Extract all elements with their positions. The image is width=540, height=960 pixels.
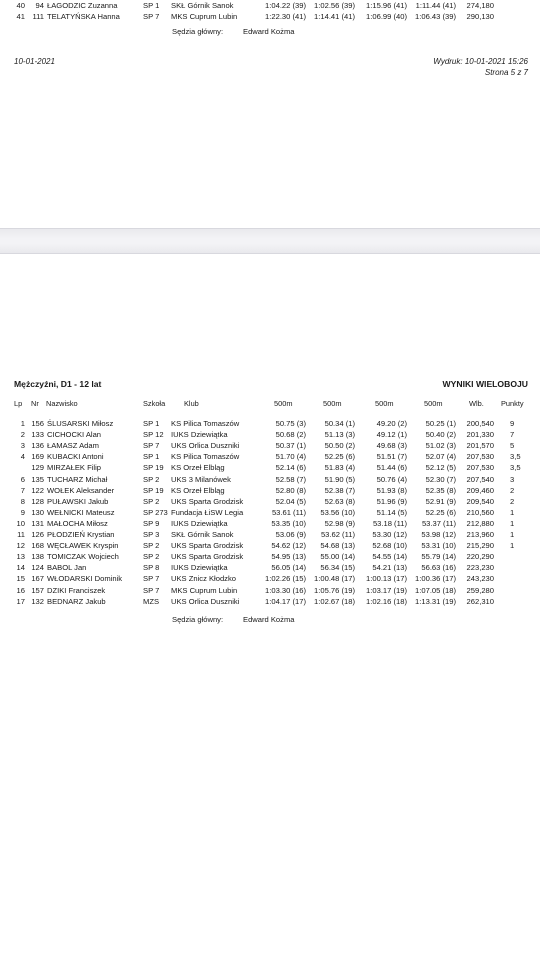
header-wlb: Wlb. [469,399,484,408]
cell-r1: 52.58 (7) [275,474,306,484]
cell-r1: 1:22.30 (41) [265,11,306,21]
cell-name: PŁODZIEŃ Krystian [47,530,115,539]
cell-club: MKS Cuprum Lubin [171,585,238,595]
cell-r3: 51.96 (9) [376,496,407,506]
cell-r4: 52.35 (8) [425,485,456,495]
cell-punkty: 5 [510,441,515,451]
cell-nr: 133 [31,430,44,440]
cell-r1: 1:04.17 (17) [265,596,306,606]
cell-lp: 11 [17,530,25,539]
cell-r1: 53.35 (10) [271,518,306,528]
cell-name: TUCHARZ Michał [47,474,108,484]
cell-nr: 132 [31,596,44,606]
judge-name: Edward Kożma [243,615,295,624]
cell-pts: 262,310 [466,596,494,606]
cell-lp: 9 [20,507,25,517]
cell-nr: 138 [31,552,44,562]
cell-r2: 51.13 (3) [324,430,355,440]
cell-club: KS Pilica Tomaszów [171,452,240,462]
cell-pts: 201,330 [466,430,494,440]
cell-r2: 53.56 (10) [320,507,355,517]
cell-r4: 56.63 (16) [421,563,456,573]
cell-lp: 4 [20,452,25,462]
cell-club: KS Pilica Tomaszów [171,419,240,428]
cell-nr: 167 [31,574,44,584]
cell-r2: 1:02.56 (39) [314,1,355,10]
cell-r2: 53.62 (11) [320,530,355,539]
cell-nr: 111 [32,11,44,21]
cell-r3: 53.18 (11) [372,518,407,528]
cell-lp: 8 [20,496,25,506]
cell-lp: 12 [16,541,25,551]
cell-school: SP 2 [143,552,160,562]
cell-lp: 15 [16,574,25,584]
cell-club: UKS Sparta Grodzisk [171,541,244,551]
cell-lp: 17 [16,596,25,606]
cell-r1: 1:04.22 (39) [265,1,306,10]
page-number: Strona 5 z 7 [484,68,528,77]
cell-r3: 1:02.16 (18) [366,596,407,606]
cell-school: MZS [143,596,160,606]
cell-pts: 243,230 [466,574,494,584]
header-500m-4: 500m [424,399,443,408]
cell-school: SP 2 [143,496,160,506]
judge-label-top: Sędzia główny: [172,27,224,36]
cell-r4: 52.91 (9) [425,496,456,506]
cell-name: KUBACKI Antoni [47,452,104,462]
header-club: Klub [184,399,199,408]
cell-r2: 56.34 (15) [320,563,355,573]
cell-nr: 136 [31,441,44,451]
cell-r2: 1:02.67 (18) [314,596,355,606]
cell-r4: 53.31 (10) [421,541,456,551]
cell-lp: 14 [16,563,25,573]
cell-club: MKS Cuprum Lubin [171,11,238,21]
cell-lp: 3 [20,441,25,451]
cell-r3: 51.51 (7) [376,452,407,462]
table-row [0,585,540,596]
cell-r1: 51.70 (4) [275,452,306,462]
cell-name: ŁAMASZ Adam [47,441,99,451]
cell-r4: 52.12 (5) [425,463,456,473]
cell-school: SP 1 [143,452,160,462]
cell-r1: 52.80 (8) [275,485,306,495]
cell-r3: 1:06.99 (40) [366,11,407,21]
cell-r2: 52.63 (8) [324,496,355,506]
cell-r4: 1:07.05 (18) [415,585,456,595]
cell-nr: 156 [31,419,44,428]
results-title: WYNIKI WIELOBOJU [442,379,528,389]
table-row [0,11,540,22]
cell-r1: 54.62 (12) [271,541,306,551]
cell-r2: 50.34 (1) [324,419,355,428]
cell-school: SP 8 [143,563,160,573]
cell-school: SP 7 [143,574,160,584]
cell-school: SP 1 [143,419,160,428]
cell-pts: 215,290 [466,541,494,551]
cell-lp: 40 [16,1,25,10]
cell-r1: 50.68 (2) [275,430,306,440]
cell-r2: 51.83 (4) [324,463,355,473]
cell-name: WŁODARSKI Dominik [47,574,123,584]
cell-club: UKS Orlica Duszniki [171,596,240,606]
cell-club: SKŁ Górnik Sanok [171,1,234,10]
cell-r3: 51.44 (6) [376,463,407,473]
cell-r4: 53.37 (11) [421,518,456,528]
cell-r1: 50.37 (1) [275,441,306,451]
header-punkty: Punkty [501,399,524,408]
page-separator [0,228,540,254]
header-500m-3: 500m [375,399,394,408]
cell-r4: 52.25 (6) [425,507,456,517]
cell-r2: 1:05.76 (19) [314,585,355,595]
cell-pts: 213,960 [466,530,494,539]
table-row [0,596,540,607]
cell-school: SP 7 [143,11,160,21]
cell-lp: 7 [20,485,25,495]
table-row [0,474,540,485]
table-row [0,451,540,462]
cell-club: IUKS Dziewiątka [171,430,228,440]
cell-r2: 52.38 (7) [324,485,355,495]
cell-r3: 1:15.96 (41) [366,1,407,10]
judge-name-top: Edward Kożma [243,27,295,36]
cell-r3: 50.76 (4) [376,474,407,484]
cell-r2: 50.50 (2) [324,441,355,451]
table-row [0,540,540,551]
cell-r4: 52.07 (4) [425,452,456,462]
header-500m-2: 500m [323,399,342,408]
table-row [0,573,540,584]
cell-r3: 49.12 (1) [376,430,407,440]
cell-school: SP 9 [143,518,160,528]
cell-r1: 50.75 (3) [275,419,306,428]
cell-r3: 1:00.13 (17) [366,574,407,584]
cell-r1: 53.61 (11) [271,507,306,517]
table-row [0,485,540,496]
cell-nr: 130 [31,507,44,517]
header-name: Nazwisko [46,399,78,408]
table-row [0,0,540,11]
cell-club: KS Orzeł Elbląg [171,485,225,495]
cell-school: SP 1 [143,1,160,10]
cell-punkty: 1 [510,530,515,539]
cell-r4: 1:13.31 (19) [415,596,456,606]
table-row [0,507,540,518]
cell-punkty: 7 [510,430,515,440]
cell-lp: 1 [20,419,25,428]
cell-r4: 53.98 (12) [421,530,456,539]
cell-punkty: 3 [510,474,515,484]
cell-name: ŚLUSARSKI Miłosz [47,419,114,428]
cell-club: UKS Sparta Grodzisk [171,496,244,506]
cell-name: CICHOCKI Alan [47,430,102,440]
cell-nr: 122 [31,485,44,495]
header-500m-1: 500m [274,399,293,408]
cell-pts: 207,540 [466,474,494,484]
cell-lp: 41 [16,11,25,21]
cell-school: SP 12 [143,430,164,440]
cell-r3: 54.55 (14) [372,552,407,562]
cell-r4: 1:06.43 (39) [415,11,456,21]
cell-club: Fundacja ŁiSW Legia [171,507,244,517]
cell-nr: 135 [31,474,44,484]
cell-nr: 157 [31,585,44,595]
cell-nr: 168 [31,541,44,551]
cell-school: SP 3 [143,530,160,539]
header-school: Szkoła [143,399,166,408]
cell-r2: 51.90 (5) [324,474,355,484]
cell-r2: 52.25 (6) [324,452,355,462]
cell-r4: 52.30 (7) [425,474,456,484]
cell-name: PUŁAWSKI Jakub [47,496,109,506]
cell-club: IUKS Dziewiątka [171,518,228,528]
table-row [0,462,540,473]
table-row [0,429,540,440]
cell-lp: 6 [20,474,25,484]
cell-pts: 274,180 [466,1,494,10]
cell-nr: 124 [31,563,44,573]
table-row [0,518,540,529]
cell-r2: 52.98 (9) [324,518,355,528]
cell-punkty: 1 [510,507,515,517]
cell-club: UKS Sparta Grodzisk [171,552,244,562]
cell-r2: 1:00.48 (17) [314,574,355,584]
cell-pts: 201,570 [466,441,494,451]
cell-punkty: 1 [510,518,515,528]
cell-punkty: 3,5 [510,452,521,462]
cell-r3: 49.68 (3) [376,441,407,451]
cell-school: SP 19 [143,485,164,495]
table-row [0,418,540,429]
cell-r1: 1:02.26 (15) [265,574,306,584]
cell-r4: 1:00.36 (17) [415,574,456,584]
cell-r3: 1:03.17 (19) [366,585,407,595]
cell-pts: 259,280 [466,585,494,595]
cell-club: KS Orzeł Elbląg [171,463,225,473]
cell-lp: 10 [16,518,25,528]
cell-pts: 207,530 [466,452,494,462]
cell-school: SP 2 [143,541,160,551]
cell-r1: 56.05 (14) [271,563,306,573]
cell-name: MAŁOCHA Miłosz [47,518,108,528]
cell-club: IUKS Dziewiątka [171,563,228,573]
cell-school: SP 7 [143,441,160,451]
cell-name: BABOL Jan [47,563,87,573]
cell-pts: 223,230 [466,563,494,573]
cell-club: UKS Orlica Duszniki [171,441,240,451]
section-title: Mężczyźni, D1 - 12 lat [14,379,102,389]
table-row [0,562,540,573]
cell-pts: 220,290 [466,552,494,562]
cell-punkty: 2 [510,496,515,506]
cell-r2: 55.00 (14) [320,552,355,562]
cell-pts: 212,880 [466,518,494,528]
cell-pts: 290,130 [466,11,494,21]
table-row [0,440,540,451]
cell-r1: 1:03.30 (16) [265,585,306,595]
table-row [0,496,540,507]
cell-r1: 52.04 (5) [275,496,306,506]
cell-punkty: 9 [510,419,515,428]
cell-r2: 54.68 (13) [320,541,355,551]
cell-pts: 207,530 [466,463,494,473]
header-nr: Nr [31,399,39,408]
cell-punkty: 1 [510,541,515,551]
cell-name: TOMICZAK Wojciech [47,552,119,562]
cell-r3: 51.14 (5) [376,507,407,517]
cell-r3: 52.68 (10) [372,541,407,551]
cell-pts: 210,560 [466,507,494,517]
cell-name: DZIKI Franciszek [47,585,106,595]
cell-name: ŁAGODZIC Zuzanna [47,1,118,10]
cell-punkty: 3,5 [510,463,521,473]
cell-punkty: 2 [510,485,515,495]
cell-lp: 13 [16,552,25,562]
cell-name: WEŁNICKI Mateusz [47,507,115,517]
cell-r3: 51.93 (8) [376,485,407,495]
cell-nr: 129 [31,463,44,473]
cell-club: UKS Znicz Kłodzko [171,574,236,584]
cell-r1: 53.06 (9) [275,530,306,539]
cell-school: SP 19 [143,463,164,473]
cell-name: BEDNARZ Jakub [47,596,106,606]
cell-school: SP 7 [143,585,160,595]
cell-nr: 131 [31,518,44,528]
cell-pts: 209,460 [466,485,494,495]
cell-lp: 16 [16,585,25,595]
cell-r1: 52.14 (6) [275,463,306,473]
cell-r2: 1:14.41 (41) [314,11,355,21]
cell-r1: 54.95 (13) [271,552,306,562]
table-row [0,529,540,540]
cell-r4: 55.79 (14) [421,552,456,562]
cell-r3: 53.30 (12) [372,530,407,539]
cell-name: WĘCŁAWEK Kryspin [47,541,119,551]
cell-r3: 54.21 (13) [372,563,407,573]
judge-label: Sędzia główny: [172,615,224,624]
results-header-row [0,398,540,409]
printout-timestamp: Wydruk: 10-01-2021 15:26 [433,57,528,66]
cell-name: TELATYŃSKA Hanna [47,11,120,21]
cell-nr: 94 [35,1,44,10]
cell-r4: 50.40 (2) [425,430,456,440]
cell-school: SP 273 [143,507,168,517]
cell-r4: 50.25 (1) [425,419,456,428]
header-lp: Lp [14,399,23,408]
cell-school: SP 2 [143,474,160,484]
cell-r4: 51.02 (3) [425,441,456,451]
cell-r3: 49.20 (2) [376,419,407,428]
cell-club: UKS 3 Milanówek [171,474,231,484]
footer-date: 10-01-2021 [14,57,55,66]
cell-pts: 200,540 [466,419,494,428]
table-row [0,551,540,562]
cell-nr: 128 [31,496,44,506]
cell-lp: 2 [20,430,25,440]
cell-r4: 1:11.44 (41) [415,1,456,10]
cell-name: MIRZAŁEK Filip [47,463,102,473]
cell-nr: 126 [31,530,44,539]
cell-club: SKŁ Górnik Sanok [171,530,234,539]
cell-name: WOŁEK Aleksander [47,485,115,495]
cell-nr: 169 [31,452,44,462]
cell-pts: 209,540 [466,496,494,506]
